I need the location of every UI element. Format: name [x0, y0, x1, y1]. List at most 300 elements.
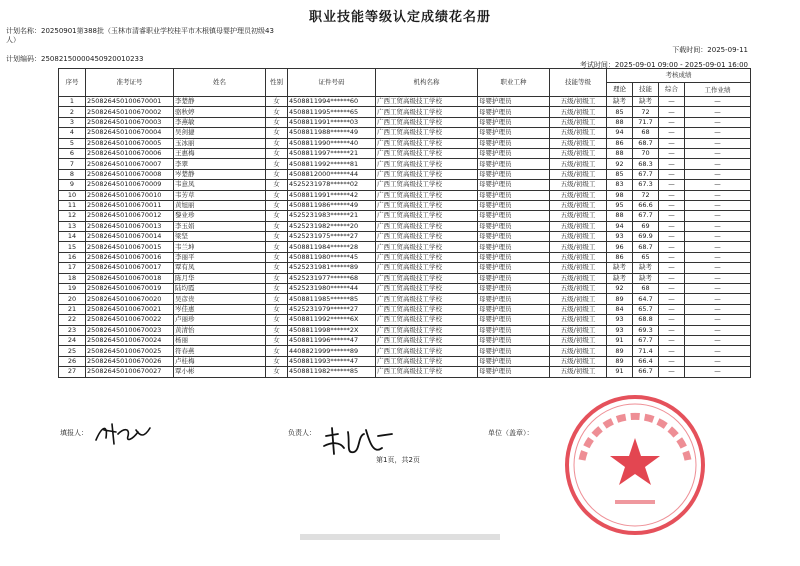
row-gender: 女: [266, 304, 288, 314]
row-name: 吴彦贵: [174, 294, 266, 304]
row-level: 五级/初级工: [550, 148, 607, 158]
row-theory-score: 缺考: [607, 273, 633, 283]
row-job: 母婴护理员: [478, 252, 550, 262]
row-name: 韦意凤: [174, 180, 266, 190]
row-gender: 女: [266, 107, 288, 117]
row-skill-score: 70: [633, 148, 659, 158]
row-job: 母婴护理员: [478, 169, 550, 179]
row-id-no: 4525231982******20: [288, 221, 376, 231]
row-id-no: 4525231975******27: [288, 232, 376, 242]
row-gender: 女: [266, 356, 288, 366]
row-comprehensive-score: —: [659, 138, 685, 148]
row-name: 韦兰坤: [174, 242, 266, 252]
row-id-no: 4525231980******44: [288, 284, 376, 294]
row-theory-score: 88: [607, 148, 633, 158]
row-comprehensive-score: —: [659, 97, 685, 107]
row-theory-score: 91: [607, 367, 633, 377]
row-work-score: —: [685, 97, 751, 107]
row-skill-score: 72: [633, 107, 659, 117]
row-job: 母婴护理员: [478, 367, 550, 377]
table-row: [59, 304, 751, 314]
table-row: [59, 252, 751, 262]
row-org: 广西工贸高级技工学校: [376, 107, 478, 117]
table-row: [59, 325, 751, 335]
row-org: 广西工贸高级技工学校: [376, 169, 478, 179]
row-org: 广西工贸高级技工学校: [376, 190, 478, 200]
row-id-no: 4508811997******21: [288, 148, 376, 158]
row-theory-score: 缺考: [607, 263, 633, 273]
row-id-no: 4508811995******65: [288, 107, 376, 117]
row-cert-no: 250826450100670004: [86, 128, 174, 138]
table-row: [59, 159, 751, 169]
row-name: 玉冰丽: [174, 138, 266, 148]
row-name: 卢丽珍: [174, 315, 266, 325]
row-skill-score: 68.3: [633, 159, 659, 169]
row-work-score: —: [685, 128, 751, 138]
row-cert-no: 250826450100670014: [86, 232, 174, 242]
row-job: 母婴护理员: [478, 159, 550, 169]
page-indicator: 第1页，共2页: [376, 456, 420, 464]
table-row: [59, 200, 751, 210]
row-id-no: 4508811984******28: [288, 242, 376, 252]
row-cert-no: 250826450100670007: [86, 159, 174, 169]
row-job: 母婴护理员: [478, 107, 550, 117]
row-theory-score: 92: [607, 159, 633, 169]
row-gender: 女: [266, 252, 288, 262]
row-cert-no: 250826450100670003: [86, 117, 174, 127]
row-comprehensive-score: —: [659, 304, 685, 314]
filler-signature: [92, 420, 154, 448]
header-scores: 考核成绩: [607, 69, 751, 83]
row-cert-no: 250826450100670026: [86, 356, 174, 366]
row-theory-score: 93: [607, 315, 633, 325]
header-gender: 性别: [266, 69, 288, 97]
header-cert-no: 准考证号: [86, 69, 174, 97]
row-org: 广西工贸高级技工学校: [376, 356, 478, 366]
row-work-score: —: [685, 117, 751, 127]
row-name: 黄旭丽: [174, 200, 266, 210]
row-job: 母婴护理员: [478, 221, 550, 231]
row-work-score: —: [685, 221, 751, 231]
row-work-score: —: [685, 190, 751, 200]
row-theory-score: 91: [607, 335, 633, 345]
row-theory-score: 89: [607, 346, 633, 356]
row-name: 卢桂梅: [174, 356, 266, 366]
table-row: [59, 169, 751, 179]
row-seq: 18: [59, 273, 86, 283]
row-name: 岑佳惠: [174, 304, 266, 314]
row-comprehensive-score: —: [659, 242, 685, 252]
row-name: 符春燕: [174, 346, 266, 356]
row-theory-score: 92: [607, 284, 633, 294]
table-row: [59, 367, 751, 377]
row-seq: 24: [59, 335, 86, 345]
row-level: 五级/初级工: [550, 117, 607, 127]
row-org: 广西工贸高级技工学校: [376, 284, 478, 294]
row-gender: 女: [266, 367, 288, 377]
row-job: 母婴护理员: [478, 284, 550, 294]
row-gender: 女: [266, 200, 288, 210]
row-job: 母婴护理员: [478, 211, 550, 221]
row-seq: 8: [59, 169, 86, 179]
row-comprehensive-score: —: [659, 107, 685, 117]
row-work-score: —: [685, 180, 751, 190]
header-theory: 理论: [607, 83, 633, 97]
row-cert-no: 250826450100670027: [86, 367, 174, 377]
row-level: 五级/初级工: [550, 138, 607, 148]
row-comprehensive-score: —: [659, 232, 685, 242]
row-level: 五级/初级工: [550, 273, 607, 283]
row-seq: 1: [59, 97, 86, 107]
row-job: 母婴护理员: [478, 294, 550, 304]
row-work-score: —: [685, 284, 751, 294]
row-gender: 女: [266, 117, 288, 127]
row-gender: 女: [266, 97, 288, 107]
row-gender: 女: [266, 346, 288, 356]
row-id-no: 4525231978******02: [288, 180, 376, 190]
row-skill-score: 68: [633, 284, 659, 294]
row-skill-score: 67.7: [633, 335, 659, 345]
unit-stamp-label: 单位（盖章）：: [488, 429, 534, 437]
row-seq: 15: [59, 242, 86, 252]
row-job: 母婴护理员: [478, 97, 550, 107]
row-name: 梁坚: [174, 232, 266, 242]
row-name: 李燕敏: [174, 117, 266, 127]
row-comprehensive-score: —: [659, 148, 685, 158]
row-gender: 女: [266, 315, 288, 325]
row-gender: 女: [266, 335, 288, 345]
row-skill-score: 缺考: [633, 97, 659, 107]
row-org: 广西工贸高级技工学校: [376, 97, 478, 107]
row-work-score: —: [685, 304, 751, 314]
row-gender: 女: [266, 138, 288, 148]
header-skill: 技能: [633, 83, 659, 97]
row-id-no: 4508811985******85: [288, 294, 376, 304]
row-name: 岑楚静: [174, 169, 266, 179]
row-comprehensive-score: —: [659, 221, 685, 231]
row-cert-no: 250826450100670016: [86, 252, 174, 262]
row-id-no: 4508812000******44: [288, 169, 376, 179]
row-seq: 26: [59, 356, 86, 366]
row-cert-no: 250826450100670018: [86, 273, 174, 283]
row-cert-no: 250826450100670015: [86, 242, 174, 252]
table-row: [59, 117, 751, 127]
row-seq: 7: [59, 159, 86, 169]
row-org: 广西工贸高级技工学校: [376, 304, 478, 314]
row-work-score: —: [685, 138, 751, 148]
row-skill-score: 68: [633, 128, 659, 138]
row-theory-score: 85: [607, 169, 633, 179]
row-level: 五级/初级工: [550, 232, 607, 242]
row-name: 李翠: [174, 159, 266, 169]
table-row: [59, 107, 751, 117]
row-level: 五级/初级工: [550, 335, 607, 345]
row-org: 广西工贸高级技工学校: [376, 211, 478, 221]
row-work-score: —: [685, 159, 751, 169]
row-level: 五级/初级工: [550, 252, 607, 262]
row-id-no: 4508811991******03: [288, 117, 376, 127]
row-comprehensive-score: —: [659, 159, 685, 169]
row-skill-score: 65.7: [633, 304, 659, 314]
table-row: [59, 335, 751, 345]
row-org: 广西工贸高级技工学校: [376, 200, 478, 210]
row-name: 韦芳草: [174, 190, 266, 200]
row-work-score: —: [685, 263, 751, 273]
row-comprehensive-score: —: [659, 346, 685, 356]
row-level: 五级/初级工: [550, 221, 607, 231]
row-seq: 23: [59, 325, 86, 335]
row-level: 五级/初级工: [550, 325, 607, 335]
row-cert-no: 250826450100670017: [86, 263, 174, 273]
row-theory-score: 98: [607, 190, 633, 200]
row-skill-score: 66.4: [633, 356, 659, 366]
row-org: 广西工贸高级技工学校: [376, 128, 478, 138]
row-id-no: 4408821999******89: [288, 346, 376, 356]
row-job: 母婴护理员: [478, 273, 550, 283]
row-level: 五级/初级工: [550, 180, 607, 190]
exam-time: 考试时间：2025-09-01 09:00 - 2025-09-01 16:00: [579, 61, 748, 69]
row-org: 广西工贸高级技工学校: [376, 252, 478, 262]
row-job: 母婴护理员: [478, 148, 550, 158]
table-row: [59, 273, 751, 283]
row-seq: 14: [59, 232, 86, 242]
row-level: 五级/初级工: [550, 263, 607, 273]
table-row: [59, 232, 751, 242]
plan-name: 计划名称：20250901第388批（玉林市清睿职业学校桂平市木根镇母婴护理员初级43: [6, 27, 274, 35]
table-row: [59, 221, 751, 231]
row-theory-score: 93: [607, 232, 633, 242]
row-id-no: 4525231983******21: [288, 211, 376, 221]
row-skill-score: 69.3: [633, 325, 659, 335]
table-row: [59, 263, 751, 273]
table-header: [59, 69, 751, 97]
row-skill-score: 67.7: [633, 169, 659, 179]
row-org: 广西工贸高级技工学校: [376, 138, 478, 148]
row-theory-score: 88: [607, 117, 633, 127]
row-comprehensive-score: —: [659, 294, 685, 304]
table-row: [59, 97, 751, 107]
row-work-score: —: [685, 325, 751, 335]
table-row: [59, 180, 751, 190]
row-comprehensive-score: —: [659, 273, 685, 283]
row-level: 五级/初级工: [550, 304, 607, 314]
download-time: 下载时间：2025-09-11: [672, 46, 748, 54]
header-work: 工作业绩: [685, 83, 751, 97]
row-job: 母婴护理员: [478, 232, 550, 242]
row-seq: 25: [59, 346, 86, 356]
row-seq: 12: [59, 211, 86, 221]
row-job: 母婴护理员: [478, 356, 550, 366]
row-comprehensive-score: —: [659, 263, 685, 273]
table-row: [59, 211, 751, 221]
row-cert-no: 250826450100670025: [86, 346, 174, 356]
header-org: 机构名称: [376, 69, 478, 97]
row-org: 广西工贸高级技工学校: [376, 232, 478, 242]
row-id-no: 4508811990******40: [288, 138, 376, 148]
row-skill-score: 68.7: [633, 138, 659, 148]
row-level: 五级/初级工: [550, 367, 607, 377]
row-org: 广西工贸高级技工学校: [376, 117, 478, 127]
header-comprehensive: 综合: [659, 83, 685, 97]
row-cert-no: 250826450100670006: [86, 148, 174, 158]
row-comprehensive-score: —: [659, 315, 685, 325]
row-name: 覃有凤: [174, 263, 266, 273]
table-row: [59, 242, 751, 252]
row-level: 五级/初级工: [550, 346, 607, 356]
row-org: 广西工贸高级技工学校: [376, 221, 478, 231]
row-org: 广西工贸高级技工学校: [376, 294, 478, 304]
table-row: [59, 284, 751, 294]
table-row: [59, 138, 751, 148]
responsible-label: 负责人：: [288, 429, 316, 437]
row-job: 母婴护理员: [478, 180, 550, 190]
row-job: 母婴护理员: [478, 242, 550, 252]
official-seal: [560, 390, 710, 540]
row-comprehensive-score: —: [659, 367, 685, 377]
row-level: 五级/初级工: [550, 356, 607, 366]
row-work-score: —: [685, 148, 751, 158]
row-seq: 19: [59, 284, 86, 294]
row-work-score: —: [685, 346, 751, 356]
header-seq: 序号: [59, 69, 86, 97]
row-comprehensive-score: —: [659, 325, 685, 335]
row-work-score: —: [685, 294, 751, 304]
row-gender: 女: [266, 284, 288, 294]
row-name: 骆秋婷: [174, 107, 266, 117]
row-id-no: 4508811988******49: [288, 128, 376, 138]
table-body: [59, 97, 751, 378]
row-cert-no: 250826450100670005: [86, 138, 174, 148]
plan-name-continued: 人）: [6, 36, 20, 44]
row-theory-score: 95: [607, 200, 633, 210]
row-work-score: —: [685, 367, 751, 377]
row-cert-no: 250826450100670008: [86, 169, 174, 179]
table-row: [59, 294, 751, 304]
table-row: [59, 356, 751, 366]
row-gender: 女: [266, 263, 288, 273]
row-theory-score: 84: [607, 304, 633, 314]
row-skill-score: 72: [633, 190, 659, 200]
row-job: 母婴护理员: [478, 335, 550, 345]
row-theory-score: 94: [607, 221, 633, 231]
row-name: 黎业珍: [174, 211, 266, 221]
row-skill-score: 68.8: [633, 315, 659, 325]
row-comprehensive-score: —: [659, 200, 685, 210]
score-roster-table: [58, 68, 751, 378]
row-theory-score: 96: [607, 242, 633, 252]
row-comprehensive-score: —: [659, 169, 685, 179]
row-gender: 女: [266, 159, 288, 169]
row-org: 广西工贸高级技工学校: [376, 273, 478, 283]
row-work-score: —: [685, 242, 751, 252]
row-cert-no: 250826450100670011: [86, 200, 174, 210]
row-gender: 女: [266, 221, 288, 231]
row-theory-score: 93: [607, 325, 633, 335]
row-id-no: 4508811982******85: [288, 367, 376, 377]
row-theory-score: 86: [607, 138, 633, 148]
row-cert-no: 250826450100670012: [86, 211, 174, 221]
row-job: 母婴护理员: [478, 325, 550, 335]
table-row: [59, 315, 751, 325]
row-level: 五级/初级工: [550, 97, 607, 107]
row-seq: 4: [59, 128, 86, 138]
row-id-no: 4508811992******81: [288, 159, 376, 169]
row-skill-score: 缺考: [633, 273, 659, 283]
row-gender: 女: [266, 211, 288, 221]
row-theory-score: 94: [607, 128, 633, 138]
row-name: 杨丽: [174, 335, 266, 345]
row-seq: 21: [59, 304, 86, 314]
row-theory-score: 89: [607, 294, 633, 304]
row-id-no: 4508811991******42: [288, 190, 376, 200]
row-gender: 女: [266, 180, 288, 190]
row-cert-no: 250826450100670024: [86, 335, 174, 345]
row-job: 母婴护理员: [478, 200, 550, 210]
row-seq: 3: [59, 117, 86, 127]
row-gender: 女: [266, 232, 288, 242]
row-level: 五级/初级工: [550, 200, 607, 210]
row-cert-no: 250826450100670002: [86, 107, 174, 117]
row-theory-score: 85: [607, 107, 633, 117]
row-seq: 2: [59, 107, 86, 117]
header-name: 姓名: [174, 69, 266, 97]
row-org: 广西工贸高级技工学校: [376, 367, 478, 377]
row-work-score: —: [685, 232, 751, 242]
row-gender: 女: [266, 128, 288, 138]
row-id-no: 4525231981******89: [288, 263, 376, 273]
row-job: 母婴护理员: [478, 346, 550, 356]
row-work-score: —: [685, 315, 751, 325]
row-level: 五级/初级工: [550, 128, 607, 138]
row-cert-no: 250826450100670021: [86, 304, 174, 314]
row-skill-score: 66.6: [633, 200, 659, 210]
row-comprehensive-score: —: [659, 190, 685, 200]
table-row: [59, 128, 751, 138]
row-name: 黄清怡: [174, 325, 266, 335]
row-org: 广西工贸高级技工学校: [376, 180, 478, 190]
bleed-through-text: [300, 528, 500, 540]
row-skill-score: 69.9: [633, 232, 659, 242]
row-seq: 16: [59, 252, 86, 262]
row-id-no: 4508811996******47: [288, 335, 376, 345]
row-seq: 20: [59, 294, 86, 304]
row-level: 五级/初级工: [550, 107, 607, 117]
row-theory-score: 缺考: [607, 97, 633, 107]
row-level: 五级/初级工: [550, 284, 607, 294]
row-cert-no: 250826450100670009: [86, 180, 174, 190]
row-level: 五级/初级工: [550, 159, 607, 169]
row-job: 母婴护理员: [478, 190, 550, 200]
row-skill-score: 69: [633, 221, 659, 231]
row-comprehensive-score: —: [659, 211, 685, 221]
row-skill-score: 缺考: [633, 263, 659, 273]
row-name: 陆均霞: [174, 284, 266, 294]
row-name: 李玉娟: [174, 221, 266, 231]
row-job: 母婴护理员: [478, 128, 550, 138]
row-comprehensive-score: —: [659, 128, 685, 138]
row-name: 陈月华: [174, 273, 266, 283]
row-level: 五级/初级工: [550, 242, 607, 252]
row-skill-score: 65: [633, 252, 659, 262]
row-gender: 女: [266, 242, 288, 252]
row-cert-no: 250826450100670010: [86, 190, 174, 200]
row-job: 母婴护理员: [478, 315, 550, 325]
filler-label: 填报人：: [60, 429, 88, 437]
row-org: 广西工贸高级技工学校: [376, 242, 478, 252]
row-work-score: —: [685, 252, 751, 262]
row-id-no: 4508811998******2X: [288, 325, 376, 335]
header-level: 技能等级: [550, 69, 607, 97]
